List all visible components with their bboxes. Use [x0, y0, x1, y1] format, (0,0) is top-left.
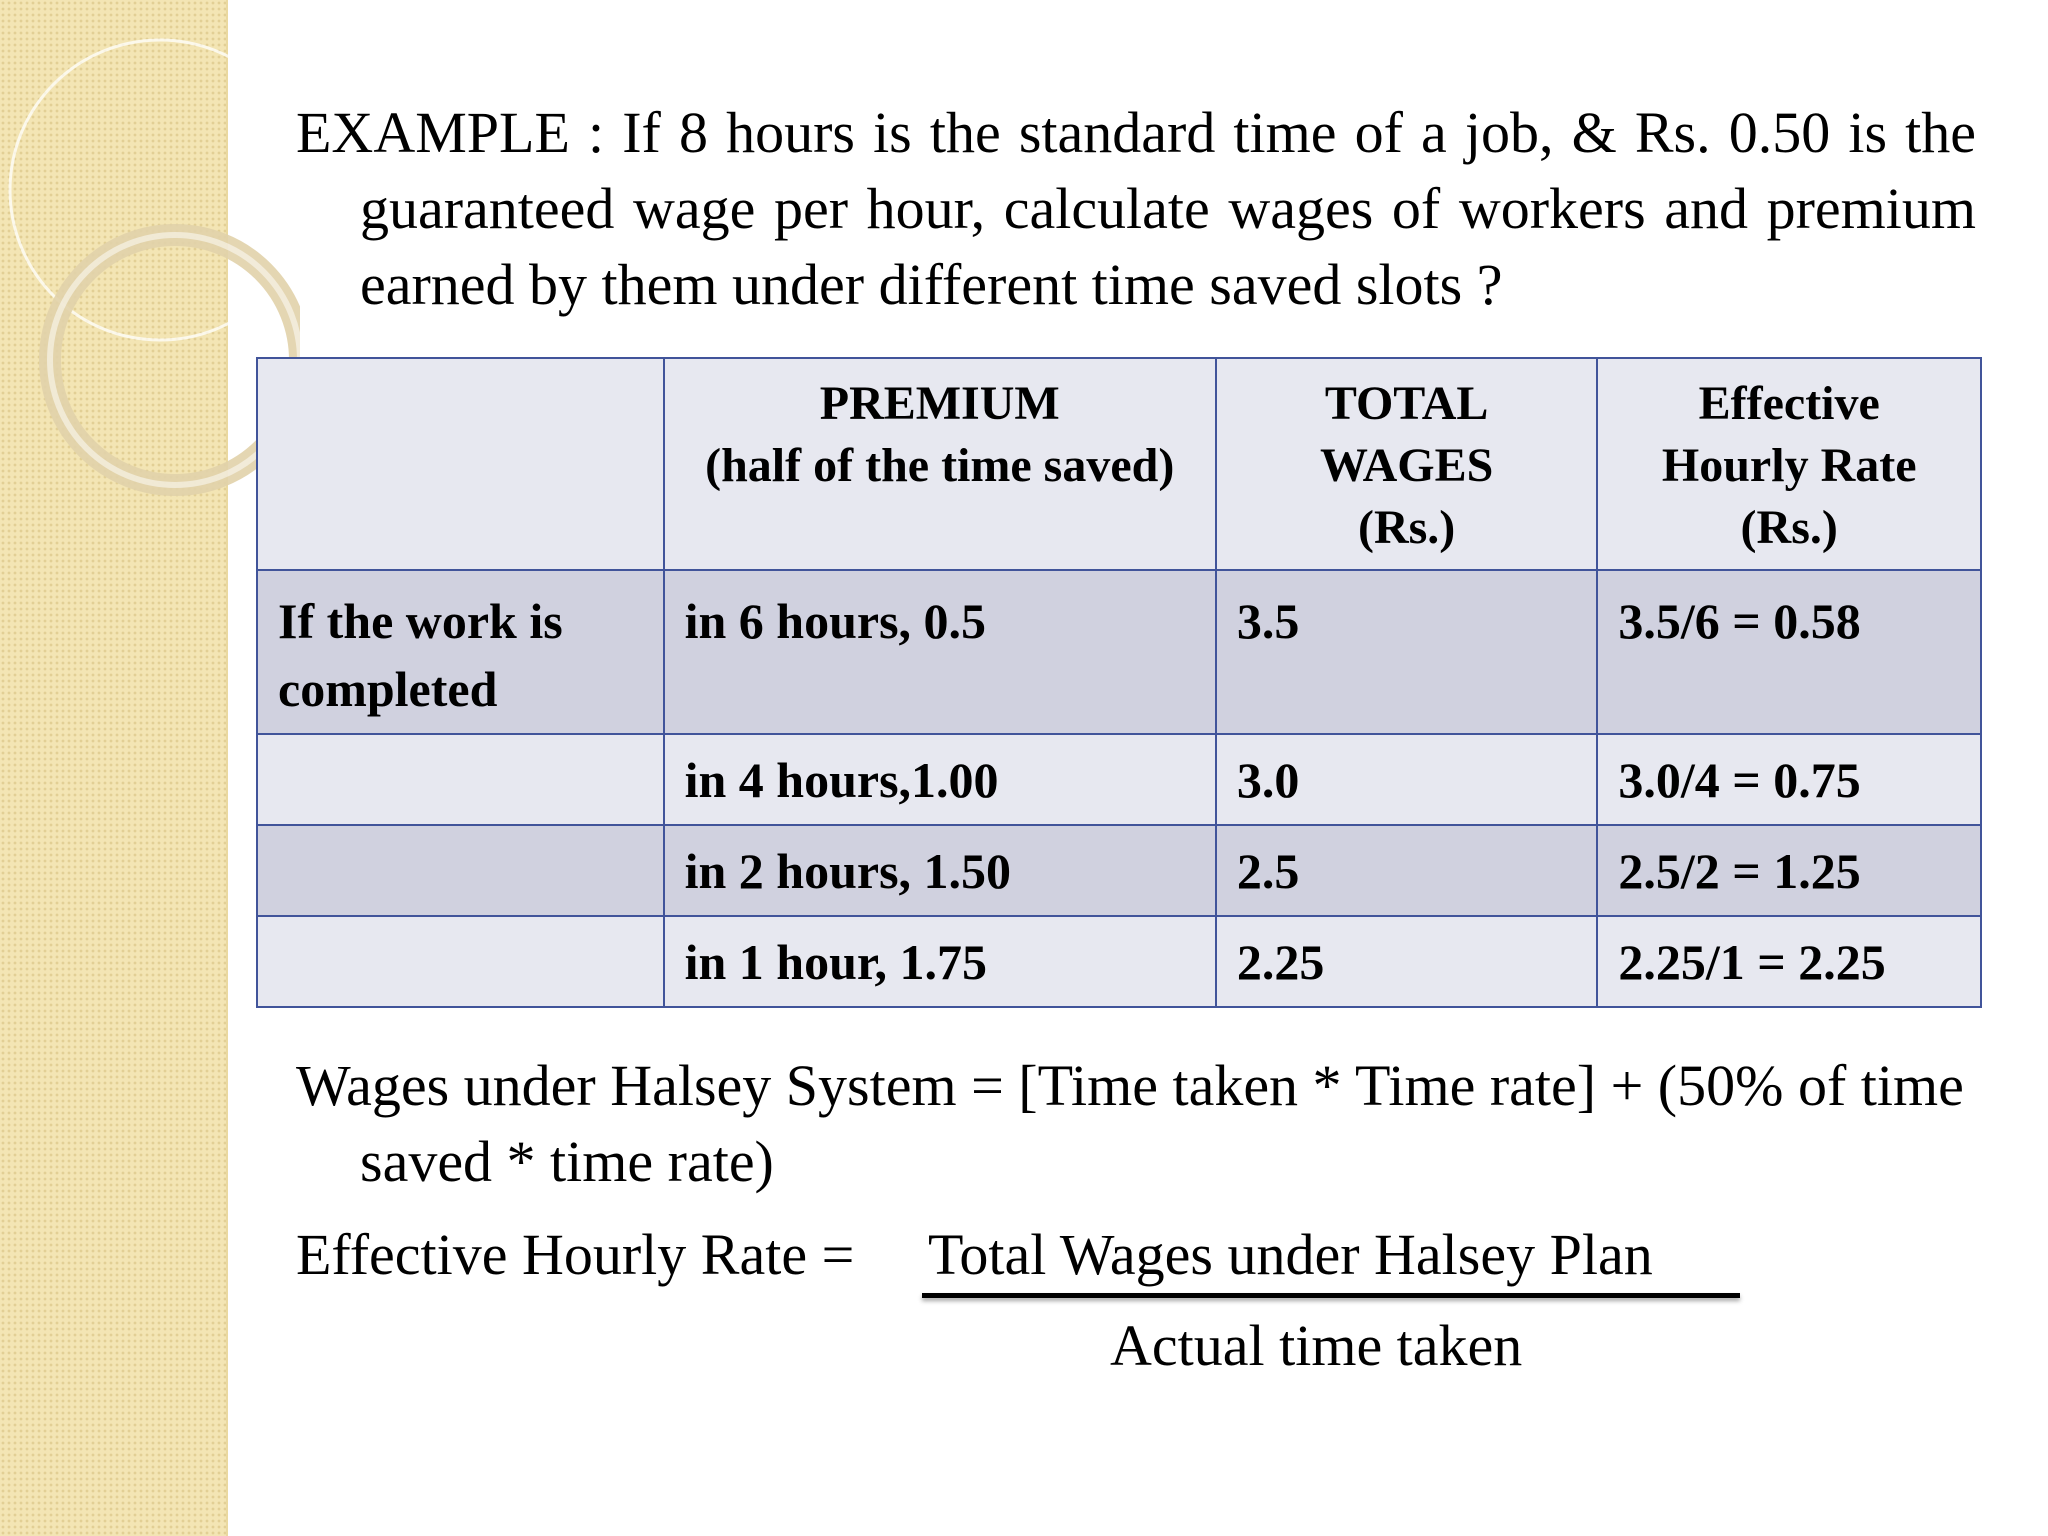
header-premium-text: PREMIUM (half of the time saved) — [705, 377, 1175, 492]
header-total-wages-text: TOTAL WAGES (Rs.) — [1319, 377, 1494, 554]
header-premium — [664, 358, 1216, 570]
fraction-bar — [922, 1293, 1740, 1298]
table-cell-wages: 3.0 — [1216, 734, 1598, 825]
wages-formula: Wages under Halsey System = [Time taken * Time rate] + (50% of time saved * time rate) — [296, 1053, 1964, 1194]
table-header-row — [257, 358, 1981, 570]
header-effective-rate — [1597, 358, 1981, 570]
table-cell-rate: 3.5/6 = 0.58 — [1597, 570, 1981, 734]
header-effective-rate-text: Effective Hourly Rate (Rs.) — [1661, 377, 1917, 554]
table-cell-premium: in 4 hours,1.00 — [664, 734, 1216, 825]
table-cell-label — [257, 825, 664, 916]
effective-rate-label: Effective Hourly Rate = — [296, 1222, 855, 1287]
table-cell-premium: in 2 hours, 1.50 — [664, 825, 1216, 916]
table-cell-rate: 2.25/1 = 2.25 — [1597, 916, 1981, 1007]
table-cell-wages: 3.5 — [1216, 570, 1598, 734]
example-question: EXAMPLE : If 8 hours is the standard time of a job, & Rs. 0.50 is the guaranteed wage per hour, calculate wages of workers and premium earned by them under different time saved slots ? — [296, 100, 1976, 317]
halsey-table — [256, 357, 1982, 1008]
table-cell-label: If the work is completed — [257, 570, 664, 734]
table-cell-wages: 2.5 — [1216, 825, 1598, 916]
fraction-denominator: Actual time taken — [1110, 1313, 1523, 1378]
table-cell-label — [257, 916, 664, 1007]
header-cell-blank — [257, 358, 664, 570]
table-row — [257, 570, 1981, 734]
table-cell-rate: 2.5/2 = 1.25 — [1597, 825, 1981, 916]
fraction-numerator: Total Wages under Halsey Plan — [928, 1222, 1653, 1287]
table-cell-label — [257, 734, 664, 825]
table-cell-premium: in 1 hour, 1.75 — [664, 916, 1216, 1007]
table-cell-wages: 2.25 — [1216, 916, 1598, 1007]
table-row — [257, 916, 1981, 1007]
table-cell-rate: 3.0/4 = 0.75 — [1597, 734, 1981, 825]
table-row — [257, 825, 1981, 916]
table-cell-premium: in 6 hours, 0.5 — [664, 570, 1216, 734]
table-row — [257, 734, 1981, 825]
header-total-wages — [1216, 358, 1598, 570]
slide — [226, 0, 2048, 1536]
